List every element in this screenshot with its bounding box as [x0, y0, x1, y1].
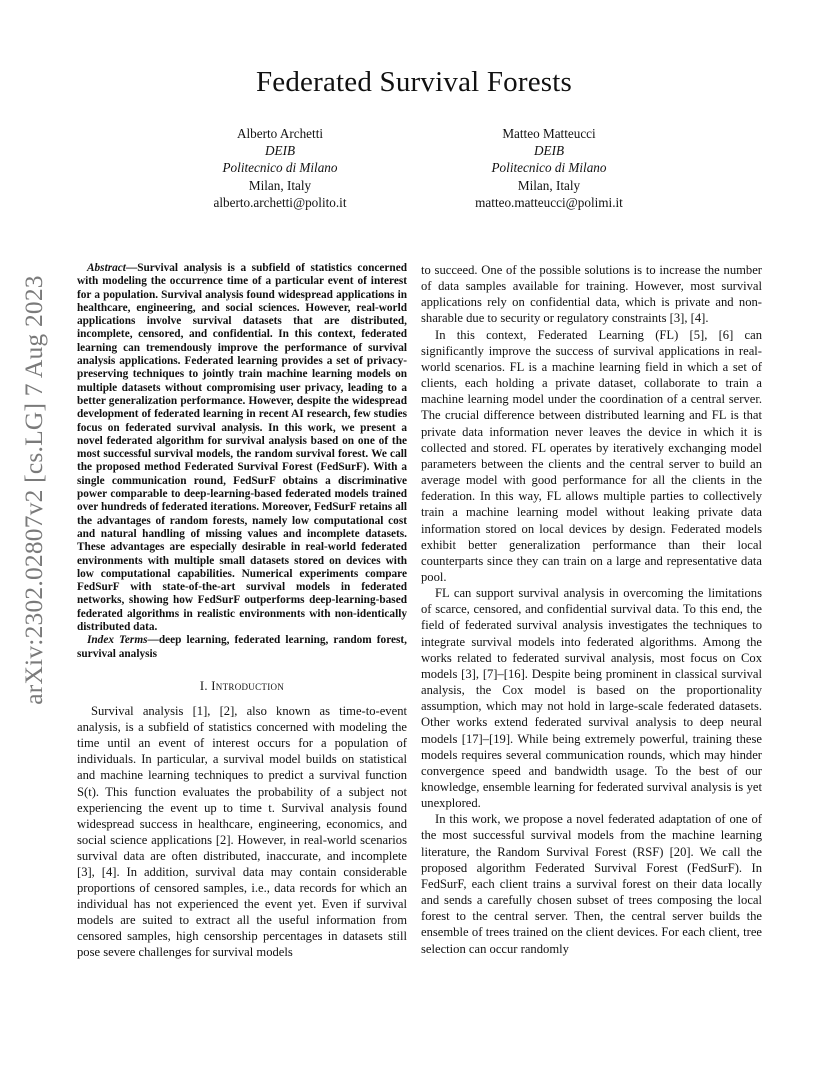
abstract-label: Abstract	[87, 262, 126, 274]
index-terms-text: —deep learning, federated learning, random forest, survival analysis	[77, 634, 407, 660]
section-heading	[77, 678, 407, 694]
paragraph: FL can support survival analysis in overcoming the limitations of scarce, censored, and confidential survival data. To this end, the field of federated survival analysis investigates the techniques to integrate survival models into federated algorithms. Among the works related to federated survival analysis, most focus on Cox models [3], [7]–[16]. Despite being prominent in classical survival analysis, the Cox model is based on the proportionality assumption, which may not hold in large-scale federated datasets. Other works extend federated survival analysis to deep neural models [17]–[19]. While being extremely powerful, training these models requires several communication rounds, which may hinder convergence speed and bandwidth usage. To the best of our knowledge, ensemble learning for federated survival analysis is yet unexplored.	[421, 586, 762, 811]
author-institution: Politecnico di Milano	[222, 160, 338, 176]
paper-title: Federated Survival Forests	[255, 66, 573, 98]
paragraph: to succeed. One of the possible solutions is to increase the number of data samples available for training. However, most survival applications rely on confidential data, which is private and non-sharable due to security or regulatory constraints [3], [4].	[421, 263, 762, 326]
author-name: Alberto Archetti	[236, 126, 324, 141]
author-dept: DEIB	[533, 143, 565, 159]
author-dept: DEIB	[264, 143, 296, 159]
author-institution: Politecnico di Milano	[491, 160, 607, 176]
author-location: Milan, Italy	[248, 177, 312, 193]
author-block-1	[130, 125, 430, 211]
paragraph: In this work, we propose a novel federated adaptation of one of the most successful survival models from the machine learning literature, the Random Survival Forest (RSF) [20]. We call the proposed algorithm Federated Survival Forest (FedSurF). In FedSurF, each client trains a survival forest on their data locally and sends a carefully chosen subset of trees composing the local forest to the central server. Then, the central server builds the ensemble of trees trained on the client devices. For each client, tree selection can occur randomly	[421, 812, 762, 956]
author-email[interactable]: matteo.matteucci@polimi.it	[475, 194, 623, 210]
abstract	[77, 262, 407, 661]
arxiv-identifier-text: arXiv:2302.02807v2 [cs.LG] 7 Aug 2023	[19, 275, 48, 705]
abstract-text: —Survival analysis is a subfield of statistics concerned with modeling the occurrence time of a particular event of interest for a population. Survival analysis found widespread applications in healthcare, engineering, and social sciences. However, real-world applications involve survival datasets that are distributed, incomplete, censored, and confidential. In this context, federated learning can tremendously improve the performance of survival analysis applications. Federated learning provides a set of privacy-preserving techniques to jointly train machine learning models on multiple datasets without compromising user privacy, leading to a better generalization performance. However, despite the widespread development of federated learning in recent AI research, few studies focus on federated survival analysis. In this work, we present a novel federated algorithm for survival analysis based on one of the most successful survival models, the random survival forest. We call the proposed method Federated Survival Forest (FedSurF). With a single communication round, FedSurF obtains a discriminative power comparable to deep-learning-based federated models trained over hundreds of federated iterations. Moreover, FedSurF retains all the advantages of random forests, namely low computational cost and natural handling of missing values and incomplete datasets. These advantages are especially desirable in real-world federated environments with multiple small datasets stored on devices with low computational capabilities. Numerical experiments compare FedSurF with state-of-the-art survival models in federated networks, showing how FedSurF outperforms deep-learning-based federated algorithms in realistic environments with non-identically distributed data.	[77, 262, 407, 634]
author-location: Milan, Italy	[517, 177, 581, 193]
author-email[interactable]: alberto.archetti@polito.it	[213, 194, 347, 210]
arxiv-identifier	[14, 275, 54, 705]
paragraph: In this context, Federated Learning (FL) [5], [6] can significantly improve the success of survival applications in real-world scenarios. FL is a machine learning field in which a set of clients, each holding a private dataset, collaborate to train a machine learning model under the coordination of a central server. The crucial difference between distributed learning and FL is that private data information never leaves the device in which it is collected and stored. FL operates by iteratively exchanging model parameters between the clients and the central server to build an average model with good performance for all the clients in the federation. In this way, FL allows multiple parties to collectively train a machine learning model without leaking private data information stored on local devices by design. Federated models exhibit better generalization performance than their local counterparts since they can train on a large and representative data pool.	[421, 327, 762, 584]
author-block-2	[399, 125, 699, 211]
paragraph: Survival analysis [1], [2], also known as time-to-event analysis, is a subfield of statistics concerned with modeling the time until an event of interest occurs for a population of individuals. In particular, a survival model builds on statistical and machine learning techniques to predict a survival function S(t). This function evaluates the probability of a subject not experiencing the event up to time t. Survival analysis found widespread success in healthcare, engineering, economics, and social science applications [2]. However, in real-world scenarios survival data are often distributed, inaccurate, and incomplete [3], [4]. In addition, survival data may contain considerable proportions of censored samples, i.e., data records for which an individual has not experienced the event yet. Even if survival models are suited to extract all the useful information from censored samples, high censorship percentages in datasets still pose severe challenges for survival models	[77, 704, 407, 960]
introduction-left	[77, 703, 407, 961]
left-column	[77, 262, 407, 961]
index-terms-label: Index Terms	[87, 634, 148, 647]
author-name: Matteo Matteucci	[502, 126, 596, 141]
section-title: Introduction	[211, 678, 285, 693]
right-column	[421, 262, 762, 957]
section-number: I.	[199, 678, 208, 693]
